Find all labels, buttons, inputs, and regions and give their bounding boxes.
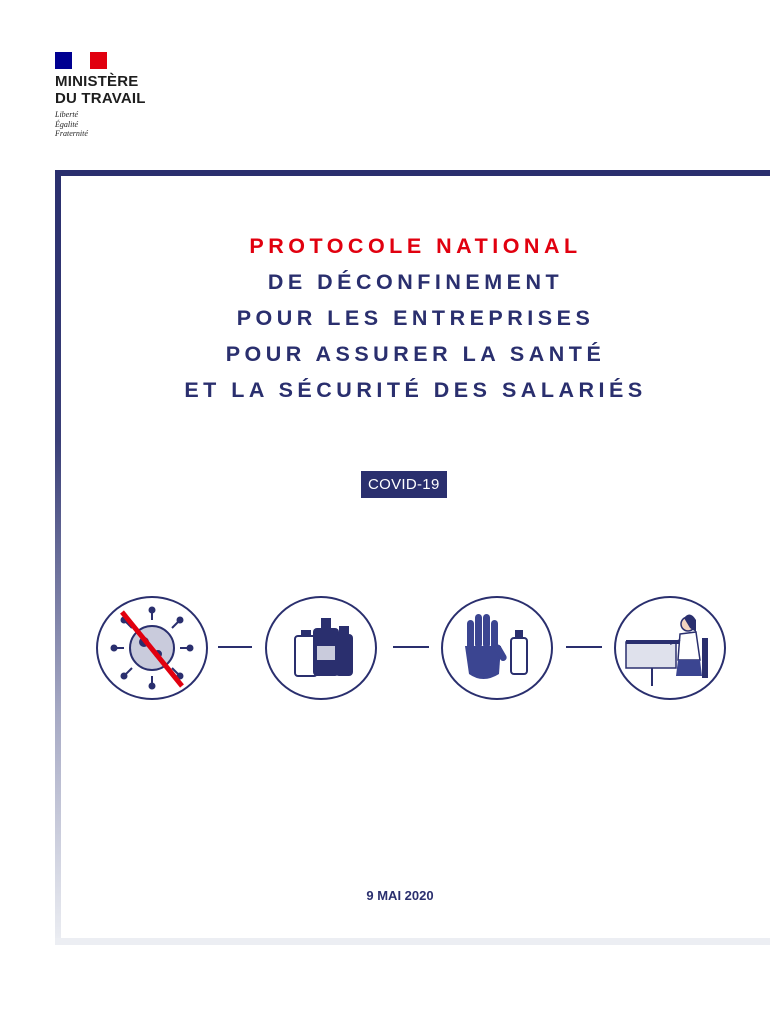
motto-liberte: Liberté	[55, 110, 79, 119]
connector-line	[393, 646, 429, 648]
frame-bottom-border	[55, 938, 770, 945]
title-line-4: POUR ASSURER LA SANTÉ	[225, 342, 606, 366]
frame-top-border	[55, 170, 770, 176]
connector-line	[566, 646, 602, 648]
publication-date: 9 MAI 2020	[366, 888, 434, 903]
ministry-name	[55, 73, 146, 107]
title-line-3: POUR LES ENTREPRISES	[236, 306, 595, 330]
worker-at-desk-icon	[614, 596, 726, 700]
ministry-logo	[55, 52, 146, 139]
document-title	[61, 228, 770, 408]
marianne-flag-icon	[55, 52, 107, 69]
ministry-line-2: DU TRAVAIL	[55, 90, 146, 107]
no-virus-icon	[96, 596, 208, 700]
title-line-2: DE DÉCONFINEMENT	[267, 270, 564, 294]
title-line-5: ET LA SÉCURITÉ DES SALARIÉS	[184, 378, 647, 402]
motto-egalite: Égalité	[55, 119, 79, 129]
sanitizer-bottles-icon	[265, 596, 377, 700]
ministry-line-1: MINISTÈRE	[55, 73, 139, 90]
motto-fraternite: Fraternité	[55, 129, 88, 138]
connector-line	[218, 646, 252, 648]
covid-badge: COVID-19	[361, 471, 447, 498]
republic-motto	[55, 110, 146, 139]
icon-row	[96, 596, 726, 698]
gloves-icon	[441, 596, 553, 700]
title-line-1: PROTOCOLE NATIONAL	[249, 234, 582, 258]
